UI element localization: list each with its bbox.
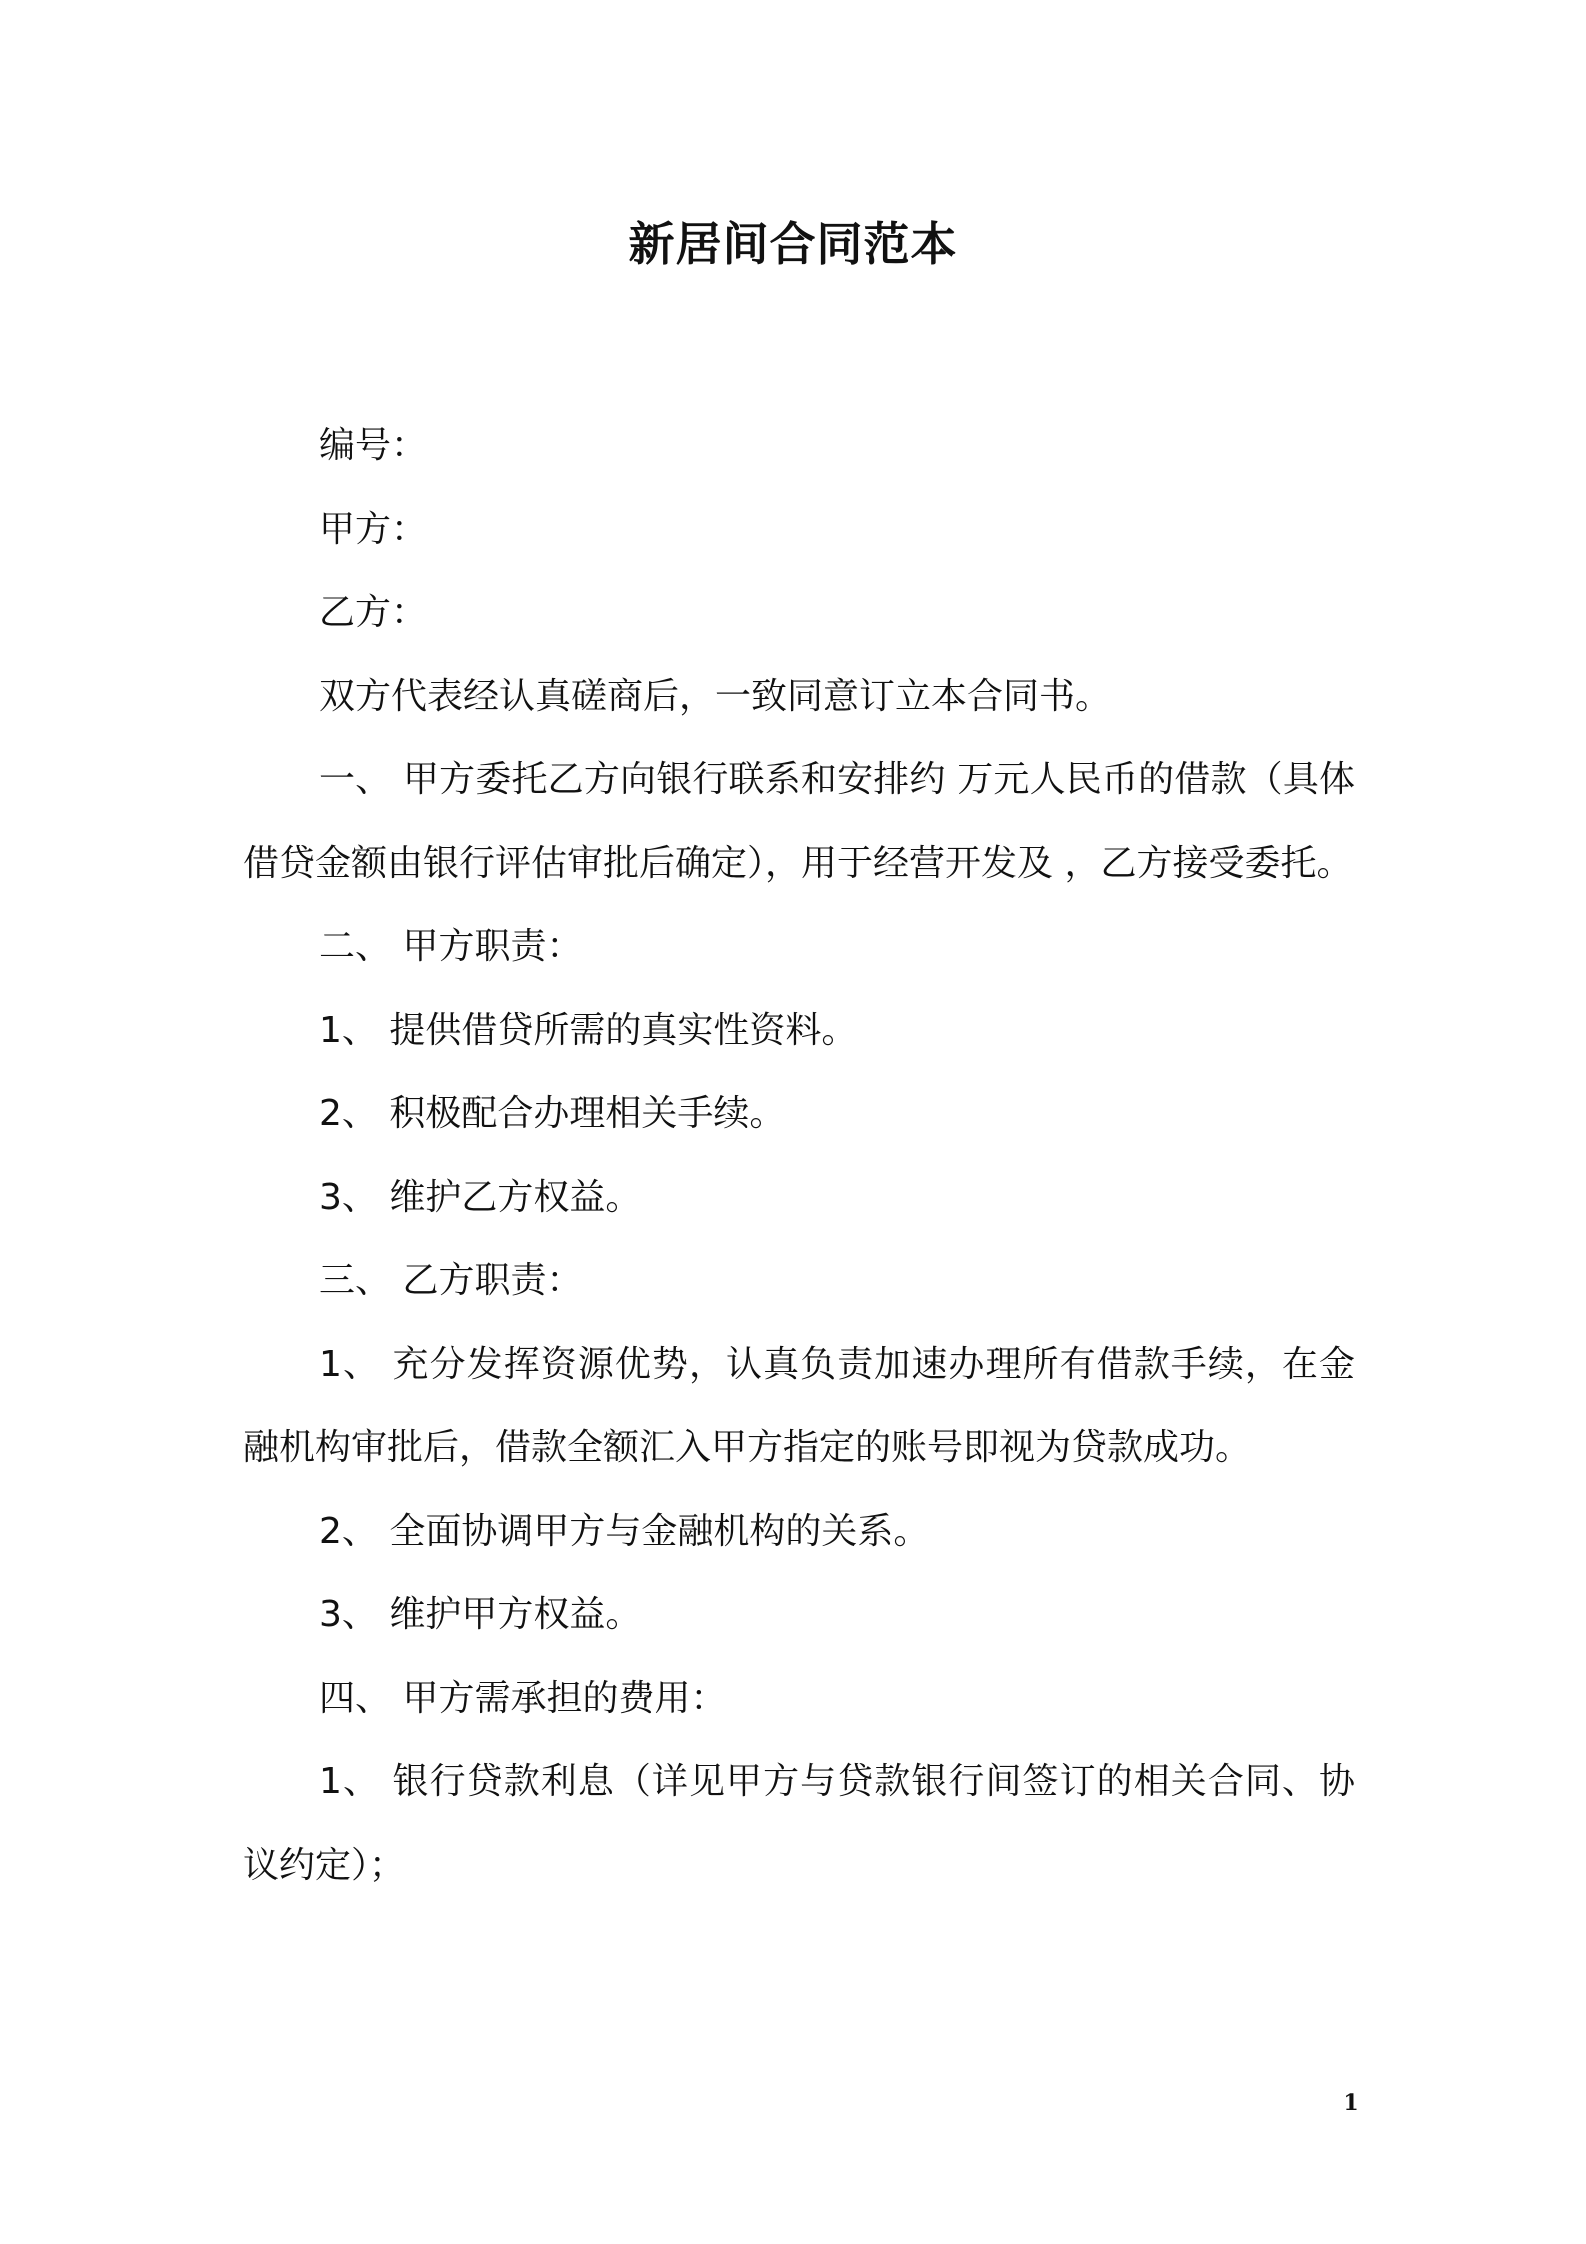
paragraph-section-4-heading: 四、 甲方需承担的费用： [319,1677,727,1719]
paragraph-section-3-item-1: 1、 充分发挥资源优势，认真负责加速办理所有借款手续，在金融机构审批后，借款全额汇入甲方指定的账号即视为贷款成功。 [243,1343,1355,1468]
paragraph-agreement-intro: 双方代表经认真磋商后，一致同意订立本合同书。 [319,675,1112,717]
paragraph-party-a: 甲方： [319,508,428,550]
document-body [243,404,1355,1907]
paragraph-section-3-heading: 三、 乙方职责： [319,1260,583,1301]
paragraph-section-2-heading: 二、 甲方职责： [319,926,583,967]
paragraph-contract-number: 编号： [319,425,428,466]
paragraph-section-3-item-3: 3、 维护甲方权益。 [319,1594,642,1635]
paragraph-section-2-item-1: 1、 提供借贷所需的真实性资料。 [319,1009,858,1051]
page-number: 1 [1343,2090,1359,2116]
paragraph-section-2-item-3: 3、 维护乙方权益。 [319,1176,642,1218]
paragraph-section-2-item-2: 2、 积极配合办理相关手续。 [319,1093,786,1134]
document-title: 新居间合同范本 [628,217,958,271]
paragraph-section-1: 一、 甲方委托乙方向银行联系和安排约 万元人民币的借款（具体借贷金额由银行评估审批后确定），用于经营开发及 ，乙方接受委托。 [243,759,1355,884]
paragraph-party-b: 乙方： [319,592,428,633]
paragraph-section-4-item-1: 1、 银行贷款利息（详见甲方与贷款银行间签订的相关合同、协议约定）； [243,1761,1355,1886]
paragraph-section-3-item-2: 2、 全面协调甲方与金融机构的关系。 [319,1510,930,1552]
